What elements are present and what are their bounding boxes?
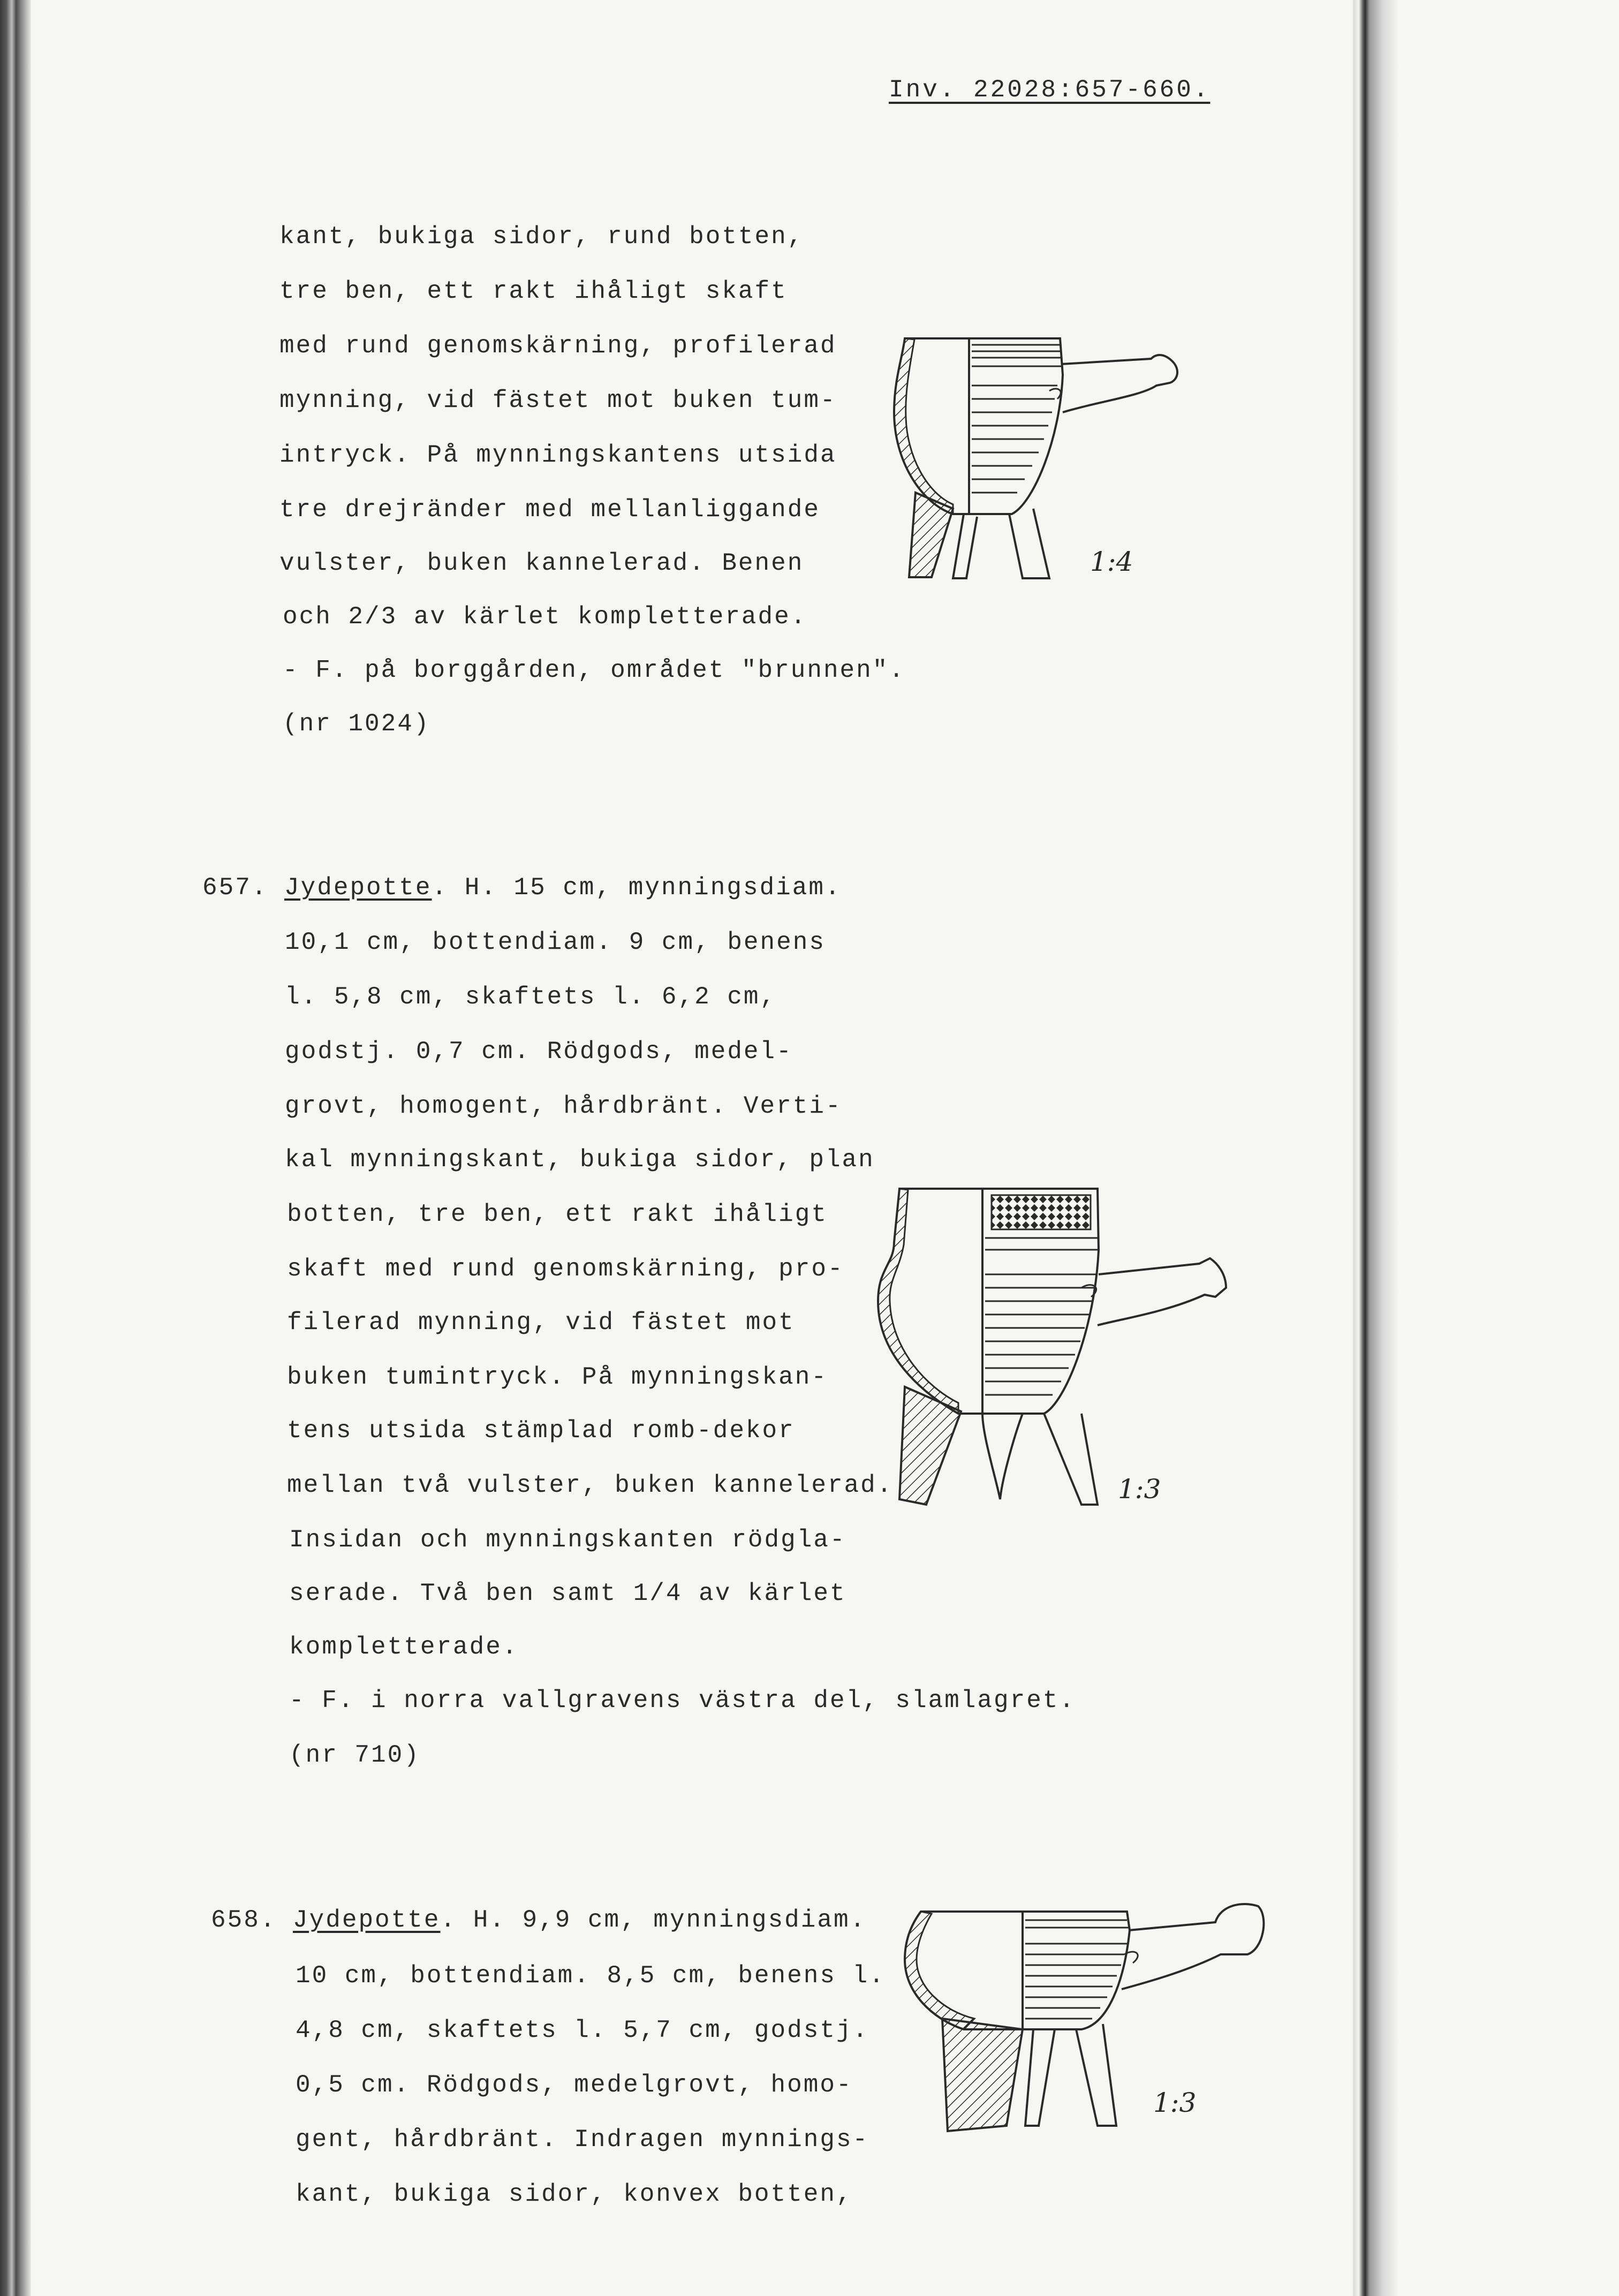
- entry-line: vulster, buken kannelerad. Benen: [279, 549, 804, 577]
- entry-line: mynning, vid fästet mot buken tum-: [279, 387, 837, 414]
- entry-line: och 2/3 av kärlet kompletterade.: [283, 603, 807, 631]
- entry-line: med rund genomskärning, profilerad: [279, 332, 837, 360]
- entry-line: 10,1 cm, bottendiam. 9 cm, benens: [285, 928, 826, 956]
- entry-number: 657.: [202, 874, 268, 902]
- vessel-drawing-657: [867, 1178, 1253, 1510]
- entry-line: botten, tre ben, ett rakt ihåligt: [287, 1200, 828, 1228]
- binding-right-edge: [1351, 0, 1619, 2296]
- entry-heading: [211, 1906, 866, 1934]
- vessel-drawing-1: [873, 332, 1194, 589]
- entry-line: buken tumintryck. På mynningskan-: [287, 1363, 828, 1391]
- entry-line: grovt, homogent, hårdbränt. Verti-: [285, 1092, 842, 1120]
- entry-line: (nr 1024): [283, 710, 430, 738]
- entry-title: Jydepotte: [293, 1906, 441, 1934]
- entry-line: 4,8 cm, skaftets l. 5,7 cm, godstj.: [296, 2016, 869, 2044]
- entry-line: mellan två vulster, buken kannelerad.: [287, 1471, 894, 1499]
- entry-line: godstj. 0,7 cm. Rödgods, medel-: [285, 1038, 793, 1066]
- entry-line: kant, bukiga sidor, rund botten,: [279, 223, 804, 251]
- entry-line: tens utsida stämplad romb-dekor: [287, 1417, 795, 1445]
- entry-first-line: . H. 15 cm, mynningsdiam.: [432, 874, 842, 902]
- entry-line: tre ben, ett rakt ihåligt skaft: [279, 277, 788, 305]
- entry-line: 10 cm, bottendiam. 8,5 cm, benens l.: [296, 1962, 886, 1990]
- scale-label: 1:3: [1153, 2087, 1197, 2118]
- entry-line: - F. i norra vallgravens västra del, slamlagret.: [289, 1687, 1076, 1715]
- inventory-number: Inv. 22028:657-660.: [889, 76, 1211, 104]
- vessel-drawing-658: [899, 1901, 1274, 2142]
- entry-heading: [202, 874, 842, 902]
- entry-line: - F. på borggården, området "brunnen".: [283, 656, 905, 684]
- binding-left-edge: [0, 0, 31, 2296]
- scale-label: 1:3: [1118, 1474, 1161, 1505]
- entry-title: Jydepotte: [284, 874, 432, 902]
- entry-number: 658.: [211, 1906, 277, 1934]
- entry-line: gent, hårdbränt. Indragen mynnings-: [296, 2126, 869, 2154]
- entry-line: Insidan och mynningskanten rödgla-: [289, 1526, 846, 1554]
- entry-line: l. 5,8 cm, skaftets l. 6,2 cm,: [285, 983, 777, 1011]
- entry-first-line: . H. 9,9 cm, mynningsdiam.: [440, 1906, 867, 1934]
- entry-line: skaft med rund genomskärning, pro-: [287, 1255, 844, 1283]
- entry-line: tre drejränder med mellanliggande: [279, 496, 820, 524]
- scale-label: 1:4: [1090, 546, 1133, 577]
- entry-line: serade. Två ben samt 1/4 av kärlet: [289, 1580, 846, 1607]
- entry-line: intryck. På mynningskantens utsida: [279, 441, 837, 469]
- entry-line: kant, bukiga sidor, konvex botten,: [296, 2180, 853, 2208]
- entry-line: 0,5 cm. Rödgods, medelgrovt, homo-: [296, 2071, 853, 2099]
- entry-line: (nr 710): [289, 1741, 420, 1769]
- entry-line: kal mynningskant, bukiga sidor, plan: [285, 1146, 875, 1174]
- entry-line: filerad mynning, vid fästet mot: [287, 1309, 795, 1336]
- entry-line: kompletterade.: [289, 1633, 519, 1661]
